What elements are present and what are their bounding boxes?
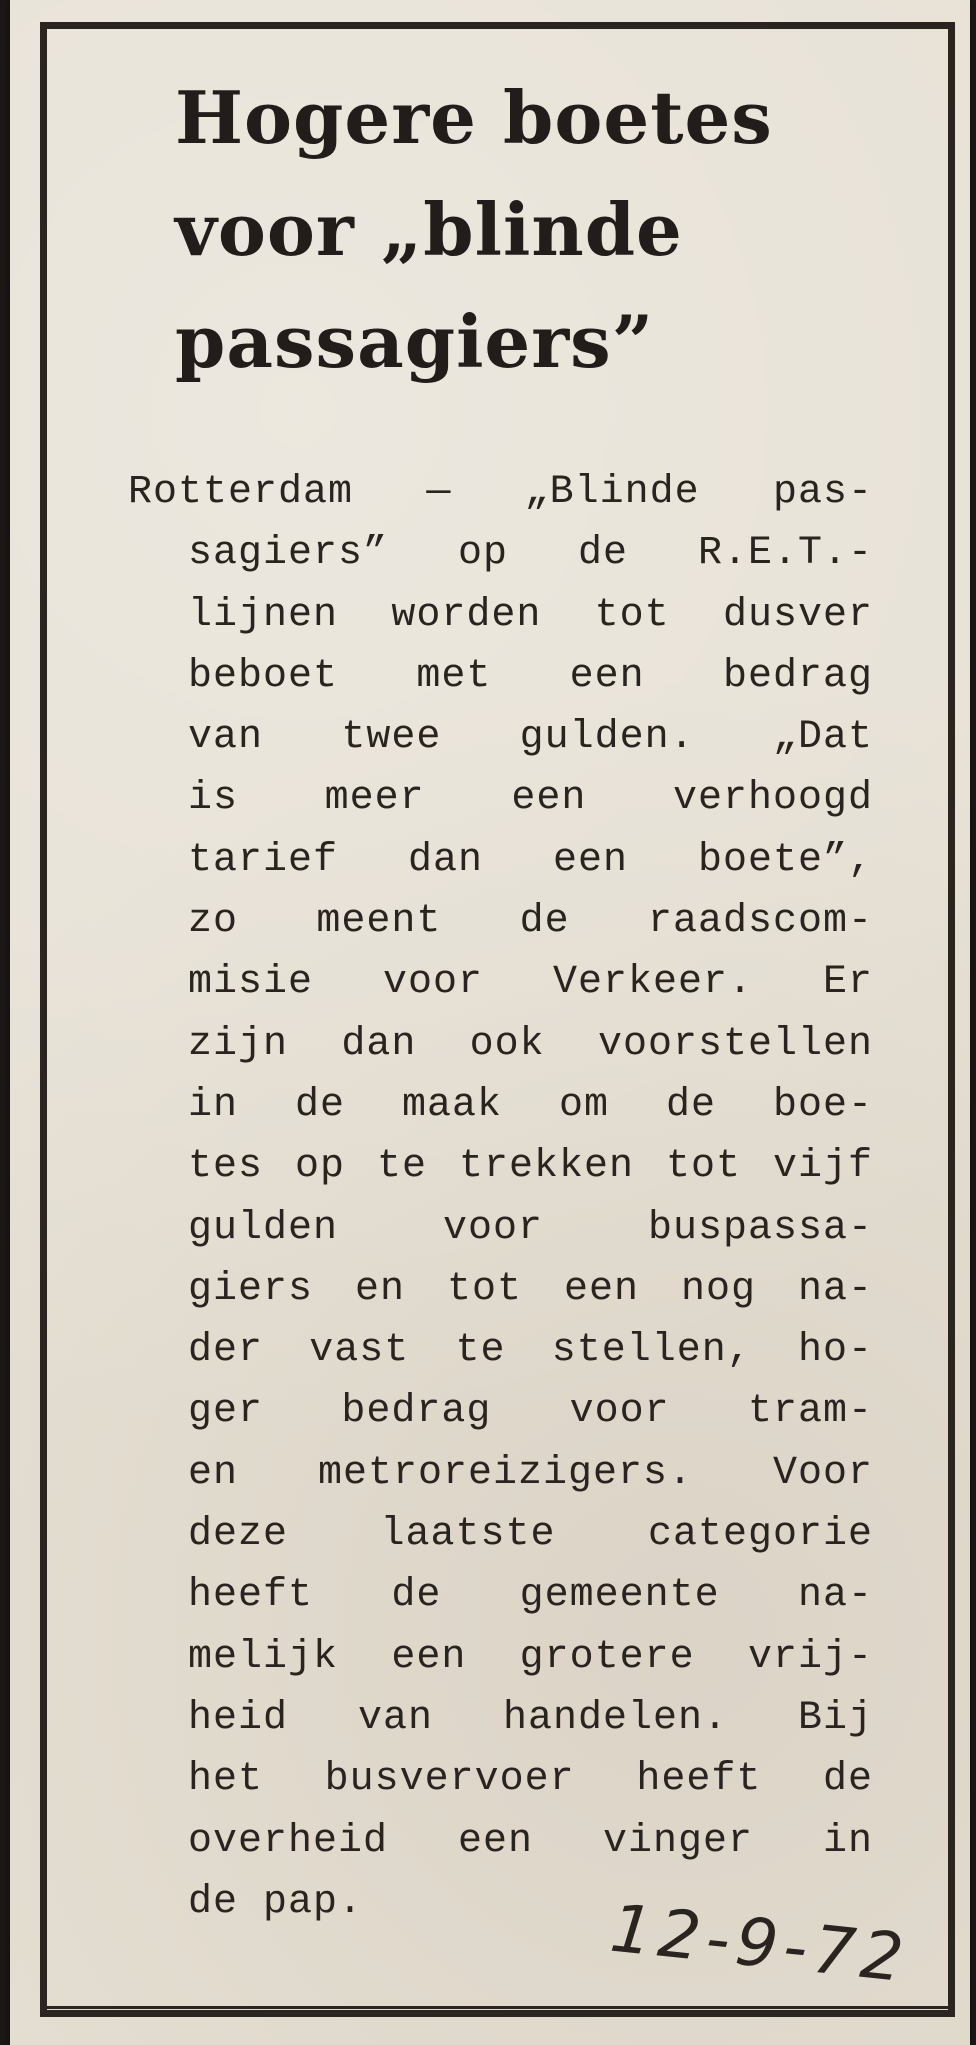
- article-line: tes op te trekken tot vijf: [188, 1144, 873, 1190]
- article-line: gulden voor buspassa-: [188, 1205, 873, 1251]
- article-line: is meer een verhoogd: [188, 776, 873, 822]
- article-line: zo meent de raadscom-: [188, 899, 873, 945]
- headline-line: passagiers”: [175, 299, 655, 384]
- article-line: deze laatste categorie: [188, 1512, 873, 1558]
- handwritten-date: 12-9-72: [606, 1889, 913, 1998]
- article-line: van twee gulden. „Dat: [188, 715, 873, 761]
- article-line: en metroreizigers. Voor: [188, 1450, 873, 1496]
- article-line: heid van handelen. Bij: [188, 1695, 873, 1741]
- article-line: sagiers” op de R.E.T.-: [188, 531, 873, 577]
- article-line: beboet met een bedrag: [188, 653, 873, 699]
- bottom-rule: [40, 2006, 955, 2009]
- article-line: het busvervoer heeft de: [188, 1757, 873, 1803]
- article-line: tarief dan een boete”,: [188, 837, 873, 883]
- article-line: lijnen worden tot dusver: [188, 592, 873, 638]
- newspaper-clipping: [10, 0, 970, 2045]
- headline-line: voor „blinde: [175, 187, 683, 272]
- article-body: [128, 462, 873, 1933]
- headline: [175, 62, 895, 398]
- article-line: zijn dan ook voorstellen: [188, 1021, 873, 1067]
- article-line: in de maak om de boe-: [188, 1082, 873, 1128]
- article-line: giers en tot een nog na-: [188, 1266, 873, 1312]
- article-line: misie voor Verkeer. Er: [188, 960, 873, 1006]
- article-line: de pap.: [188, 1879, 364, 1925]
- article-line: ger bedrag voor tram-: [188, 1389, 873, 1435]
- article-line: overheid een vinger in: [188, 1818, 873, 1864]
- headline-line: Hogere boetes: [175, 75, 773, 160]
- article-line: der vast te stellen, ho-: [188, 1328, 873, 1374]
- article-line: melijk een grotere vrij-: [188, 1634, 873, 1680]
- article-line: heeft de gemeente na-: [188, 1573, 873, 1619]
- article-line: Rotterdam — „Blinde pas-: [128, 470, 873, 515]
